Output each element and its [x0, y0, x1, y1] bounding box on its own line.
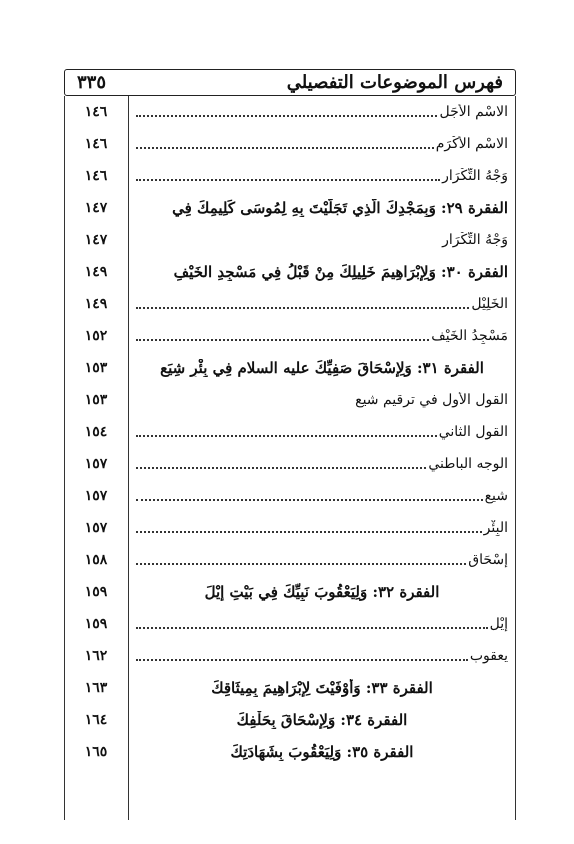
toc-entry-title: إِيْل [489, 616, 508, 632]
toc-entry-body [128, 616, 516, 632]
toc-entry-body [128, 392, 516, 408]
toc-entry-title: يعقوب [469, 648, 508, 664]
toc-entry-body [128, 263, 516, 281]
toc-page-number: ١٦٣ [84, 680, 108, 696]
toc-page-number: ١٦٤ [84, 712, 108, 728]
toc-entry-title: وَجْهُ التِّكْرَار [442, 168, 508, 184]
toc-section-heading: الفقرة ٢٩: وَبِمَجْدِكَ الَّذِي تَجَلَّيْتَ بِهِ لِمُوسَى كَلِيمِكَ فِي [172, 199, 508, 217]
dot-leader [136, 136, 434, 149]
toc-page-number: ١٦٢ [84, 648, 108, 664]
toc-page-number: ١٥٨ [84, 552, 108, 568]
toc-entry-title: شيع [484, 488, 508, 504]
dot-leader [136, 168, 440, 181]
toc-page-number: ١٤٩ [84, 296, 108, 312]
toc-entry-title: الخَلِيْل [471, 296, 508, 312]
toc-entry-body [128, 359, 516, 377]
dot-leader [136, 296, 469, 309]
toc-entry-body [128, 104, 516, 120]
toc-entry-title: القول الثاني [438, 424, 508, 440]
toc-entry[interactable] [64, 352, 516, 384]
dot-leader [136, 616, 488, 629]
dot-leader [136, 552, 466, 565]
page-number: ٣٣٥ [77, 72, 107, 93]
toc-page-number: ١٥٧ [84, 488, 108, 504]
toc-page-number: ١٤٦ [84, 136, 108, 152]
toc-entry[interactable] [64, 192, 516, 224]
toc-entry-title: الاسْم الأَجَل [439, 104, 508, 120]
toc-entry[interactable] [64, 736, 516, 768]
toc-entry[interactable] [64, 288, 516, 320]
dot-leader [136, 648, 468, 661]
toc-page-number: ١٥٣ [84, 360, 108, 376]
toc-entry-body [128, 743, 516, 761]
toc-section-heading: الفقرة ٣٢: وَلِيَعْقُوبَ نَبِيِّكَ فِي بَيْتِ إِيْلَ [204, 583, 440, 601]
toc-entry-body [128, 424, 516, 440]
toc-entry[interactable] [64, 672, 516, 704]
toc-entry-body [128, 679, 516, 697]
toc-entry-title: البِئْر [483, 520, 508, 536]
toc-entry[interactable] [64, 416, 516, 448]
toc-section-heading: الفقرة ٣٤: وَلِإِسْحَاقَ بِحَلْفِكَ [236, 711, 408, 729]
toc-entry-body [128, 199, 516, 217]
toc-entry[interactable] [64, 704, 516, 736]
toc-page-number: ١٤٦ [84, 168, 108, 184]
toc-entry-body [128, 583, 516, 601]
toc-entry[interactable] [64, 576, 516, 608]
dot-leader [136, 520, 482, 533]
toc-page-number: ١٤٩ [84, 264, 108, 280]
toc-page-number: ١٥٩ [84, 584, 108, 600]
toc-section-heading: الفقرة ٣٣: وَأَوْفَيْتَ لِإِبْرَاهِيمَ بِمِيثَاقِكَ [211, 679, 433, 697]
toc-entry[interactable] [64, 608, 516, 640]
toc-entry-body [128, 488, 516, 504]
toc-entry[interactable] [64, 256, 516, 288]
toc-entry[interactable] [64, 480, 516, 512]
toc-entry-body [128, 520, 516, 536]
toc-page-number: ١٤٧ [84, 200, 108, 216]
toc-entry[interactable] [64, 128, 516, 160]
toc-entry[interactable] [64, 512, 516, 544]
toc-page-number: ١٤٧ [84, 232, 108, 248]
toc-entry-title: الوجه الباطني [428, 456, 508, 472]
toc-page-number: ١٤٦ [84, 104, 108, 120]
toc-entry[interactable] [64, 96, 516, 128]
toc-entry-body [128, 552, 516, 568]
dot-leader [136, 424, 437, 437]
toc-entry[interactable] [64, 544, 516, 576]
toc-entry[interactable] [64, 384, 516, 416]
toc-entry[interactable] [64, 160, 516, 192]
toc-entry[interactable] [64, 640, 516, 672]
toc-entry-title: إِسْحَاق [468, 552, 508, 568]
page-title: فهرس الموضوعات التفصيلي [286, 72, 503, 93]
toc-entry-title: القول الأول في ترقيم شيع [355, 392, 508, 408]
dot-leader [136, 104, 437, 117]
dot-leader [136, 328, 429, 341]
toc-entry-body [128, 328, 516, 344]
dot-leader [136, 488, 483, 501]
toc-entry-body [128, 711, 516, 729]
page-header [64, 69, 516, 96]
toc-page-number: ١٦٥ [84, 744, 108, 760]
toc-page-number: ١٥٣ [84, 392, 108, 408]
toc-entry-body [128, 232, 516, 248]
toc-entry-body [128, 456, 516, 472]
toc-page-number: ١٥٩ [84, 616, 108, 632]
toc-entry[interactable] [64, 448, 516, 480]
toc-entry-body [128, 648, 516, 664]
toc-page-number: ١٥٧ [84, 456, 108, 472]
toc-entry[interactable] [64, 224, 516, 256]
toc-entry-body [128, 296, 516, 312]
toc-entry-title: وَجْهُ التِّكْرَار [442, 232, 508, 248]
toc-page-number: ١٥٧ [84, 520, 108, 536]
toc-entry[interactable] [64, 320, 516, 352]
toc-entry-body [128, 136, 516, 152]
toc-entry-title: الاسْم الأَكْرَم [435, 136, 508, 152]
toc-section-heading: الفقرة ٣٥: وَلِيَعْقُوبَ بِشَهَادَتِكَ [230, 743, 414, 761]
toc-entry-title: مَسْجِدُ الخَيْف [431, 328, 508, 344]
toc-entry-body [128, 168, 516, 184]
toc-page-number: ١٥٤ [84, 424, 108, 440]
toc-page-number: ١٥٢ [84, 328, 108, 344]
dot-leader [136, 456, 426, 469]
toc-section-heading: الفقرة ٣١: وَلِإِسْحَاقَ صَفِيِّكَ عليه السلام فِي بِئْرِ شِيَعٍ [160, 359, 484, 377]
toc-section-heading: الفقرة ٣٠: وَلِإِبْرَاهِيمَ خَلِيلِكَ مِنْ قَبْلُ فِي مَسْجِدِ الخَيْفِ [173, 263, 508, 281]
